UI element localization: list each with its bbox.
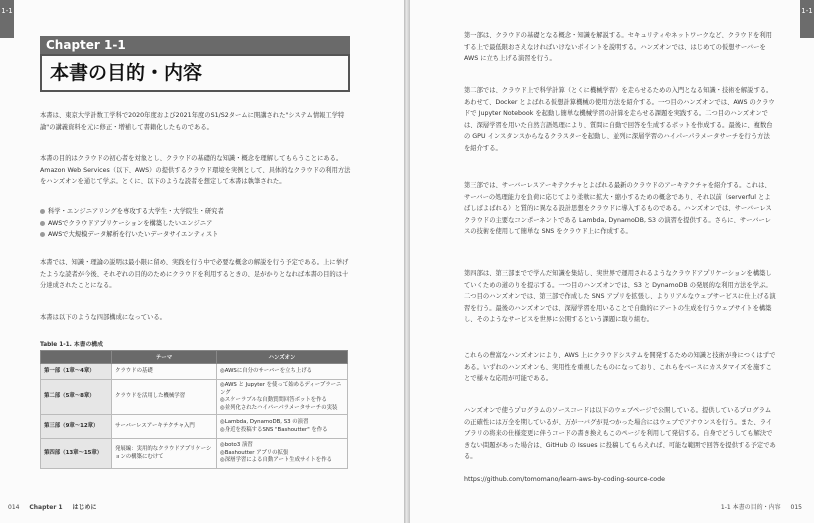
footer-section: 1-1 本書の目的・内容 <box>720 504 781 511</box>
list-item: AWSでクラウドアプリケーションを構築したいエンジニア <box>40 218 352 230</box>
source-url: https://github.com/tomomano/learn-aws-by-coding-source-code <box>464 476 665 483</box>
left-page <box>0 0 404 523</box>
paragraph: これらの豊富なハンズオンにより、AWS 上にクラウドシステムを開発するための知識と技術が身につくはずである。いずれのハンズオンも、実用性を重視したものになっており、これらをベースにカスタマイズを施すことで様々な応用が可能である。 <box>464 352 776 382</box>
paragraph: ハンズオンで使うプログラムのソースコードは以下のウェブページで公開している。提供しているプログラムの正確性には万全を期しているが、万が一バグが見つかった場合にはウェブでアナウンスを行う。また、ライブラリの将来の仕様変更に伴うコードの書き換えもこのページを利用して発信する。自身でどうしても解決できない問題があった場合は、GitHub の Issues に投稿してもらえれば、可能な範囲で回答を提供する予定である。 <box>464 407 776 460</box>
part-cell: 第三部（9章〜12章） <box>41 415 112 439</box>
paragraph: 第二部では、クラウド上で科学計算（とくに機械学習）を走らせるための入門となる知識・技術を解説する。あわせて、Docker とよばれる仮想計算機械の使用方法を紹介する。一つ目のハンズオンでは、AWS のクラウドで Jupyter Notebook を起動し簡単な機械学習の計算を走らせる課題を実践する。二つ目のハンズオンでは、深層学習を用いた自然言語処理により、質問に自動で回答を生成するボットを作成する。最後に、複数台の GPU インスタンスからなるクラスターを起動し、並列に深層学習のハイパーパラメータサーチを行う方法を紹介する。 <box>464 87 775 152</box>
theme-cell: サーバーレスアーキテクチャ入門 <box>112 415 217 439</box>
page-title: 本書の目的・内容 <box>40 54 350 92</box>
part-cell: 第四部（13章〜15章） <box>41 439 112 469</box>
table-header: テーマ <box>112 351 217 364</box>
part-cell: 第一部（1章〜4章） <box>41 364 112 380</box>
paragraph: 本書では、知識・理論の説明は最小限に留め、実践を行う中で必要な概念の解説を行う予定である。上に挙げたような読者が今後、それぞれの目的のためにクラウドを利用するときの、足がかりとなれば本書の目的は十分達成されたことになる。 <box>40 259 349 289</box>
footer-chapter-title: はじめに <box>72 504 97 511</box>
table-row <box>41 380 348 415</box>
page-number: 014 <box>8 504 20 511</box>
page-number: 015 <box>790 504 802 511</box>
part-cell: 第二部（5章〜8章） <box>41 380 112 415</box>
table-header <box>41 351 112 364</box>
table-header: ハンズオン <box>217 351 348 364</box>
side-tab: 1-1 <box>800 0 814 38</box>
paragraph: 本書の目的はクラウドの初心者を対象とし、クラウドの基礎的な知識・概念を理解してもらうことにある。Amazon Web Services（以下、AWS）の提供するクラウド環境を実例として、具体的なクラウドの利用方法をハンズオンを通じて学ぶ。とくに、以下のような読者を想定して本書は執筆された。 <box>40 155 351 185</box>
theme-cell: 発展編：実用的なクラウドアプリケーションの構築にむけて <box>112 439 217 469</box>
side-tab: 1-1 <box>0 0 14 38</box>
page-footer <box>721 502 802 511</box>
handson-cell: ◎Lambda, DynamoDB, S3 の演習 ◎身近を投稿するSNS "Bashoutter" を作る <box>217 415 348 439</box>
footer-chapter: Chapter 1 <box>29 504 63 511</box>
paragraph: 第三部では、サーバーレスアーキテクチャとよばれる最新のクラウドのアーキテクチャを紹介する。これは、サーバーの処理能力を負荷に応じてより柔軟に拡大・縮小するための概念であり、それ以前（serverful とよばしばよばれる）と質的に異なる設計思想をクラウドに導入するものである。ハンズオンでは、サーバーレスクラウドの主要なコンポーネントである Lambda, DynamoDB, S3 の演習を提供する。さらに、サーバーレスの技術を使用して簡単な SNS をクラウド上に作成する。 <box>464 182 772 235</box>
paragraph: 第一部は、クラウドの基礎となる概念・知識を解説する。セキュリティやネットワークなど、クラウドを利用する上で最低限おさえなければいけないポイントを説明する。ハンズオンでは、はじめての仮想サーバーを AWS に立ち上げる演習を行う。 <box>464 32 772 62</box>
table-row <box>41 415 348 439</box>
list-item: 科学・エンジニアリングを専攻する大学生・大学院生・研究者 <box>40 206 352 218</box>
table-row <box>41 364 348 380</box>
theme-cell: クラウドを活用した機械学習 <box>112 380 217 415</box>
table-row <box>41 439 348 469</box>
page-footer <box>8 502 97 511</box>
table-caption: Table 1-1. 本書の構成 <box>40 342 103 348</box>
handson-cell: ◎AWSに自分のサーバーを立ち上げる <box>217 364 348 380</box>
reader-list <box>40 206 352 241</box>
paragraph: 本書は以下のような四部構成になっている。 <box>40 314 166 321</box>
paragraph: 第四部は、第三部までで学んだ知識を集結し、実世界で運用されるようなクラウドアプリケーションを構築していくための道のりを提示する。一つ目のハンズオンでは、S3 と DynamoDB の発展的な利用方法を学ぶ。二つ目のハンズオンでは、第三部で作成した SNS アプリを拡張し、よりリアルなウェブサービスに仕上げる演習を行う。最後のハンズオンでは、深層学習を用いることで自動的にアートの生成を行うウェブサイトを構築し、そのようなサービスを世界に公開するという課題に取り組む。 <box>464 270 776 323</box>
handson-cell: ◎AWS と Jupyter を使って始めるディープラーニング ◎スケーラブルな自動質問回答ボットを作る ◎並列化されたハイパーパラメータサーチの実装 <box>217 380 348 415</box>
paragraph: 本書は、東京大学計数工学科で2020年度および2021年度のS1/S2タームに開講された"システム情報工学特論"の講義資料を元に修正・増補して書籍化したものである。 <box>40 112 345 131</box>
theme-cell: クラウドの基礎 <box>112 364 217 380</box>
right-page <box>410 0 814 523</box>
handson-cell: ◎boto3 演習 ◎Bashoutter アプリの拡張 ◎深層学習による自動アート生成サイトを作る <box>217 439 348 469</box>
chapter-label: Chapter 1-1 <box>40 36 350 54</box>
list-item: AWSで大規模データ解析を行いたいデータサイエンティスト <box>40 229 352 241</box>
structure-table <box>40 350 348 469</box>
